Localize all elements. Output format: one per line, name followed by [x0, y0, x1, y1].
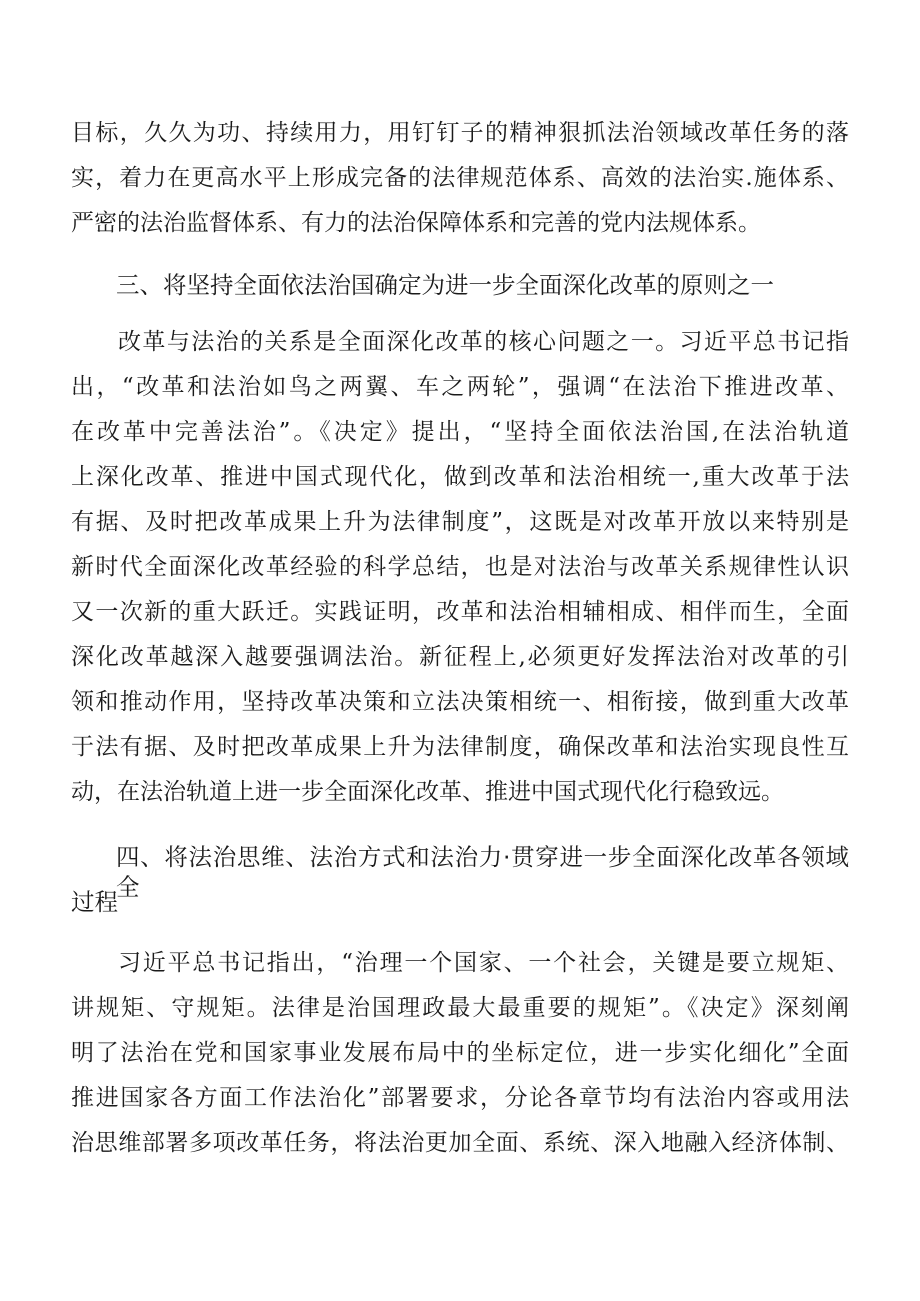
heading-line: 四、将法治思维、法治方式和法治力·贯穿进一步全面深化改革各领域全: [116, 843, 849, 901]
text-line: 目标，久久为功、持续用力，用钉钉子的精神狠抓法治领域改革任务的落: [71, 120, 849, 146]
text-line: 推进国家各方面工作法治化”部署要求，分论各章节均有法治内容或用法: [71, 1085, 849, 1111]
text-line: 领和推动作用，坚持改革决策和立法决策相统一、相衔接，做到重大改革: [71, 689, 849, 715]
text-line: 实，着力在更高水平上形成完备的法律规范体系、高效的法治实.施体系、: [71, 165, 849, 191]
text-line: 明了法治在党和国家事业发展布局中的坐标定位，进一步实化细化”全面: [71, 1040, 849, 1066]
section-heading-3: 三、将坚持全面依法治国确定为进一步全面深化改革的原则之一: [116, 271, 774, 299]
text-line: 改革与法治的关系是全面深化改革的核心问题之一。习近平总书记指: [118, 329, 849, 355]
text-line: 讲规矩、守规矩。法律是治国理政最大最重要的规矩”。《决定》深刻阐: [71, 995, 849, 1021]
text-line: 在改革中完善法治”。《决定》提出，“坚持全面依法治国,在法治轨道: [71, 419, 849, 445]
text-line: 习近平总书记指出，“治理一个国家、一个社会，关键是要立规矩、: [118, 950, 849, 976]
heading-line: 过程: [71, 888, 118, 916]
text-line: 又一次新的重大跃迁。实践证明，改革和法治相辅相成、相伴而生，全面: [71, 599, 849, 625]
text-line: 动，在法治轨道上进一步全面深化改革、推进中国式现代化行稳致远。: [71, 779, 784, 805]
text-line: 新时代全面深化改革经验的科学总结，也是对法治与改革关系规律性认识: [71, 554, 849, 580]
text-line: 上深化改革、推进中国式现代化，做到改革和法治相统一,重大改革于法: [71, 464, 849, 490]
text-line: 深化改革越深入越要强调法治。新征程上,必须更好发挥法治对改革的引: [71, 644, 849, 670]
text-line: 于法有据、及时把改革成果上升为法律制度，确保改革和法治实现良性互: [71, 734, 849, 760]
text-line: 治思维部署多项改革任务，将法治更加全面、系统、深入地融入经济体制、: [71, 1130, 849, 1156]
text-line: 出，“改革和法治如鸟之两翼、车之两轮”，强调“在法治下推进改革、: [71, 374, 849, 400]
text-line: 有据、及时把改革成果上升为法律制度”，这既是对改革开放以来特别是: [71, 509, 849, 535]
text-line: 严密的法治监督体系、有力的法治保障体系和完善的党内法规体系。: [71, 210, 761, 236]
